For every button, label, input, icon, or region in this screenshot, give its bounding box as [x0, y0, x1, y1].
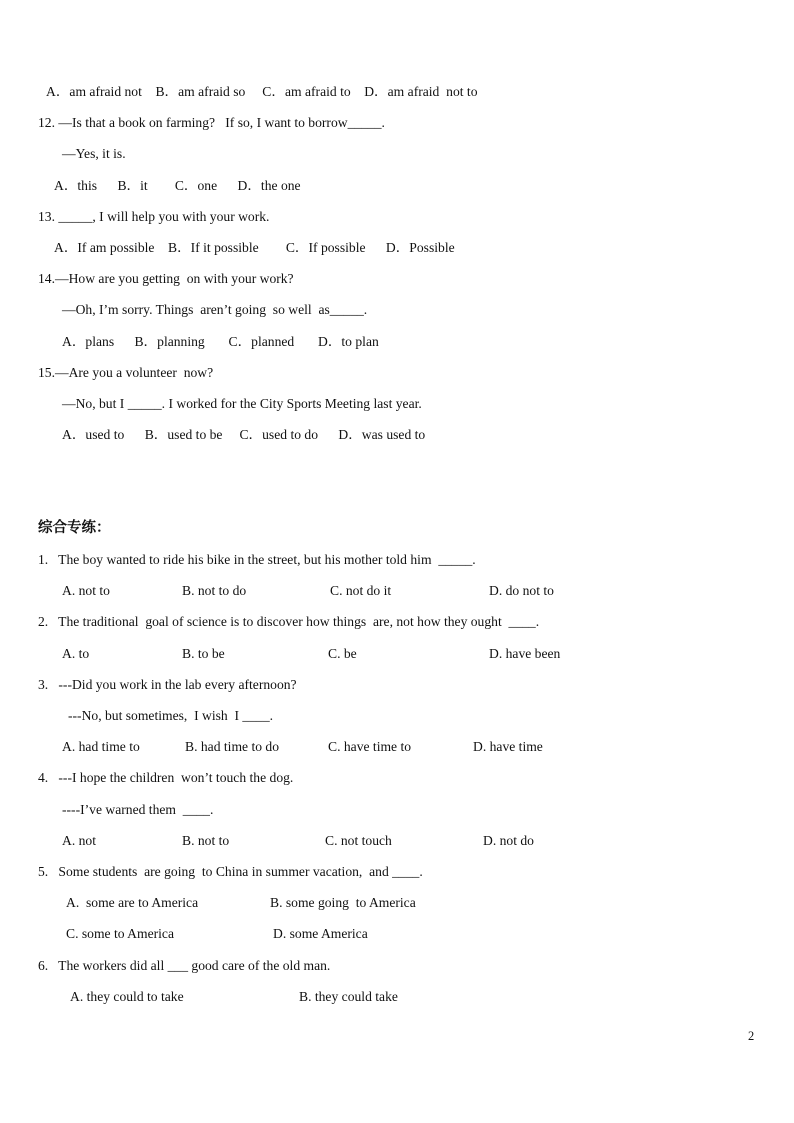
- ex3-question: 3. ---Did you work in the lab every afternoon?: [38, 677, 297, 692]
- q13-question: 13. _____, I will help you with your work.: [38, 209, 270, 224]
- page-number: 2: [748, 1029, 755, 1043]
- ex6-question: 6. The workers did all ___ good care of the old man.: [38, 958, 331, 973]
- ex4-question: 4. ---I hope the children won’t touch the dog.: [38, 770, 294, 785]
- ex1-option-d: D. do not to: [489, 583, 554, 598]
- ex2-option-a: A. to: [62, 646, 90, 661]
- ex1-question: 1. The boy wanted to ride his bike in the street, but his mother told him _____.: [38, 552, 476, 567]
- ex4-option-d: D. not do: [483, 833, 534, 848]
- ex3-option-a: A. had time to: [62, 739, 140, 754]
- ex4-option-b: B. not to: [182, 833, 230, 848]
- q12-question: 12. —Is that a book on farming? If so, I want to borrow_____.: [38, 115, 385, 130]
- ex5-option-c: C. some to America: [66, 926, 174, 941]
- ex4-answer: ----I’ve warned them ____.: [62, 802, 214, 817]
- ex5-option-d: D. some America: [273, 926, 368, 941]
- ex2-option-c: C. be: [328, 646, 357, 661]
- q14-answer: —Oh, I’m sorry. Things aren’t going so well as_____.: [62, 302, 368, 317]
- ex5-option-a: A. some are to America: [66, 895, 199, 910]
- ex5-question: 5. Some students are going to China in summer vacation, and ____.: [38, 864, 423, 879]
- ex3-answer: ---No, but sometimes, I wish I ____.: [68, 708, 274, 723]
- ex1-option-c: C. not do it: [330, 583, 392, 598]
- ex6-option-b: B. they could take: [299, 989, 398, 1004]
- ex2-question: 2. The traditional goal of science is to discover how things are, not how they ought ____.: [38, 614, 540, 629]
- ex4-option-a: A. not: [62, 833, 96, 848]
- ex3-option-b: B. had time to do: [185, 739, 280, 754]
- q13-options: A．If am possible B．If it possible C．If possible D．Possible: [54, 240, 455, 255]
- q14-options: A．plans B．planning C．planned D．to plan: [62, 334, 379, 349]
- ex4-option-c: C. not touch: [325, 833, 392, 848]
- q15-answer: —No, but I _____. I worked for the City Sports Meeting last year.: [62, 396, 422, 411]
- ex2-option-d: D. have been: [489, 646, 561, 661]
- ex5-option-b: B. some going to America: [270, 895, 416, 910]
- section-heading: 综合专练：: [38, 520, 111, 536]
- ex1-option-a: A. not to: [62, 583, 110, 598]
- q15-options: A．used to B．used to be C．used to do D．was used to: [62, 427, 426, 442]
- ex2-option-b: B. to be: [182, 646, 225, 661]
- ex3-option-d: D. have time: [473, 739, 543, 754]
- ex3-option-c: C. have time to: [328, 739, 412, 754]
- q11-options: A．am afraid not B．am afraid so C．am afraid to D．am afraid not to: [46, 84, 478, 99]
- ex1-option-b: B. not to do: [182, 583, 247, 598]
- q12-options: A．this B．it C．one D．the one: [54, 178, 301, 193]
- ex6-option-a: A. they could to take: [70, 989, 184, 1004]
- q12-answer: —Yes, it is.: [62, 146, 126, 161]
- q15-question: 15.—Are you a volunteer now?: [38, 365, 214, 380]
- q14-question: 14.—How are you getting on with your work?: [38, 271, 294, 286]
